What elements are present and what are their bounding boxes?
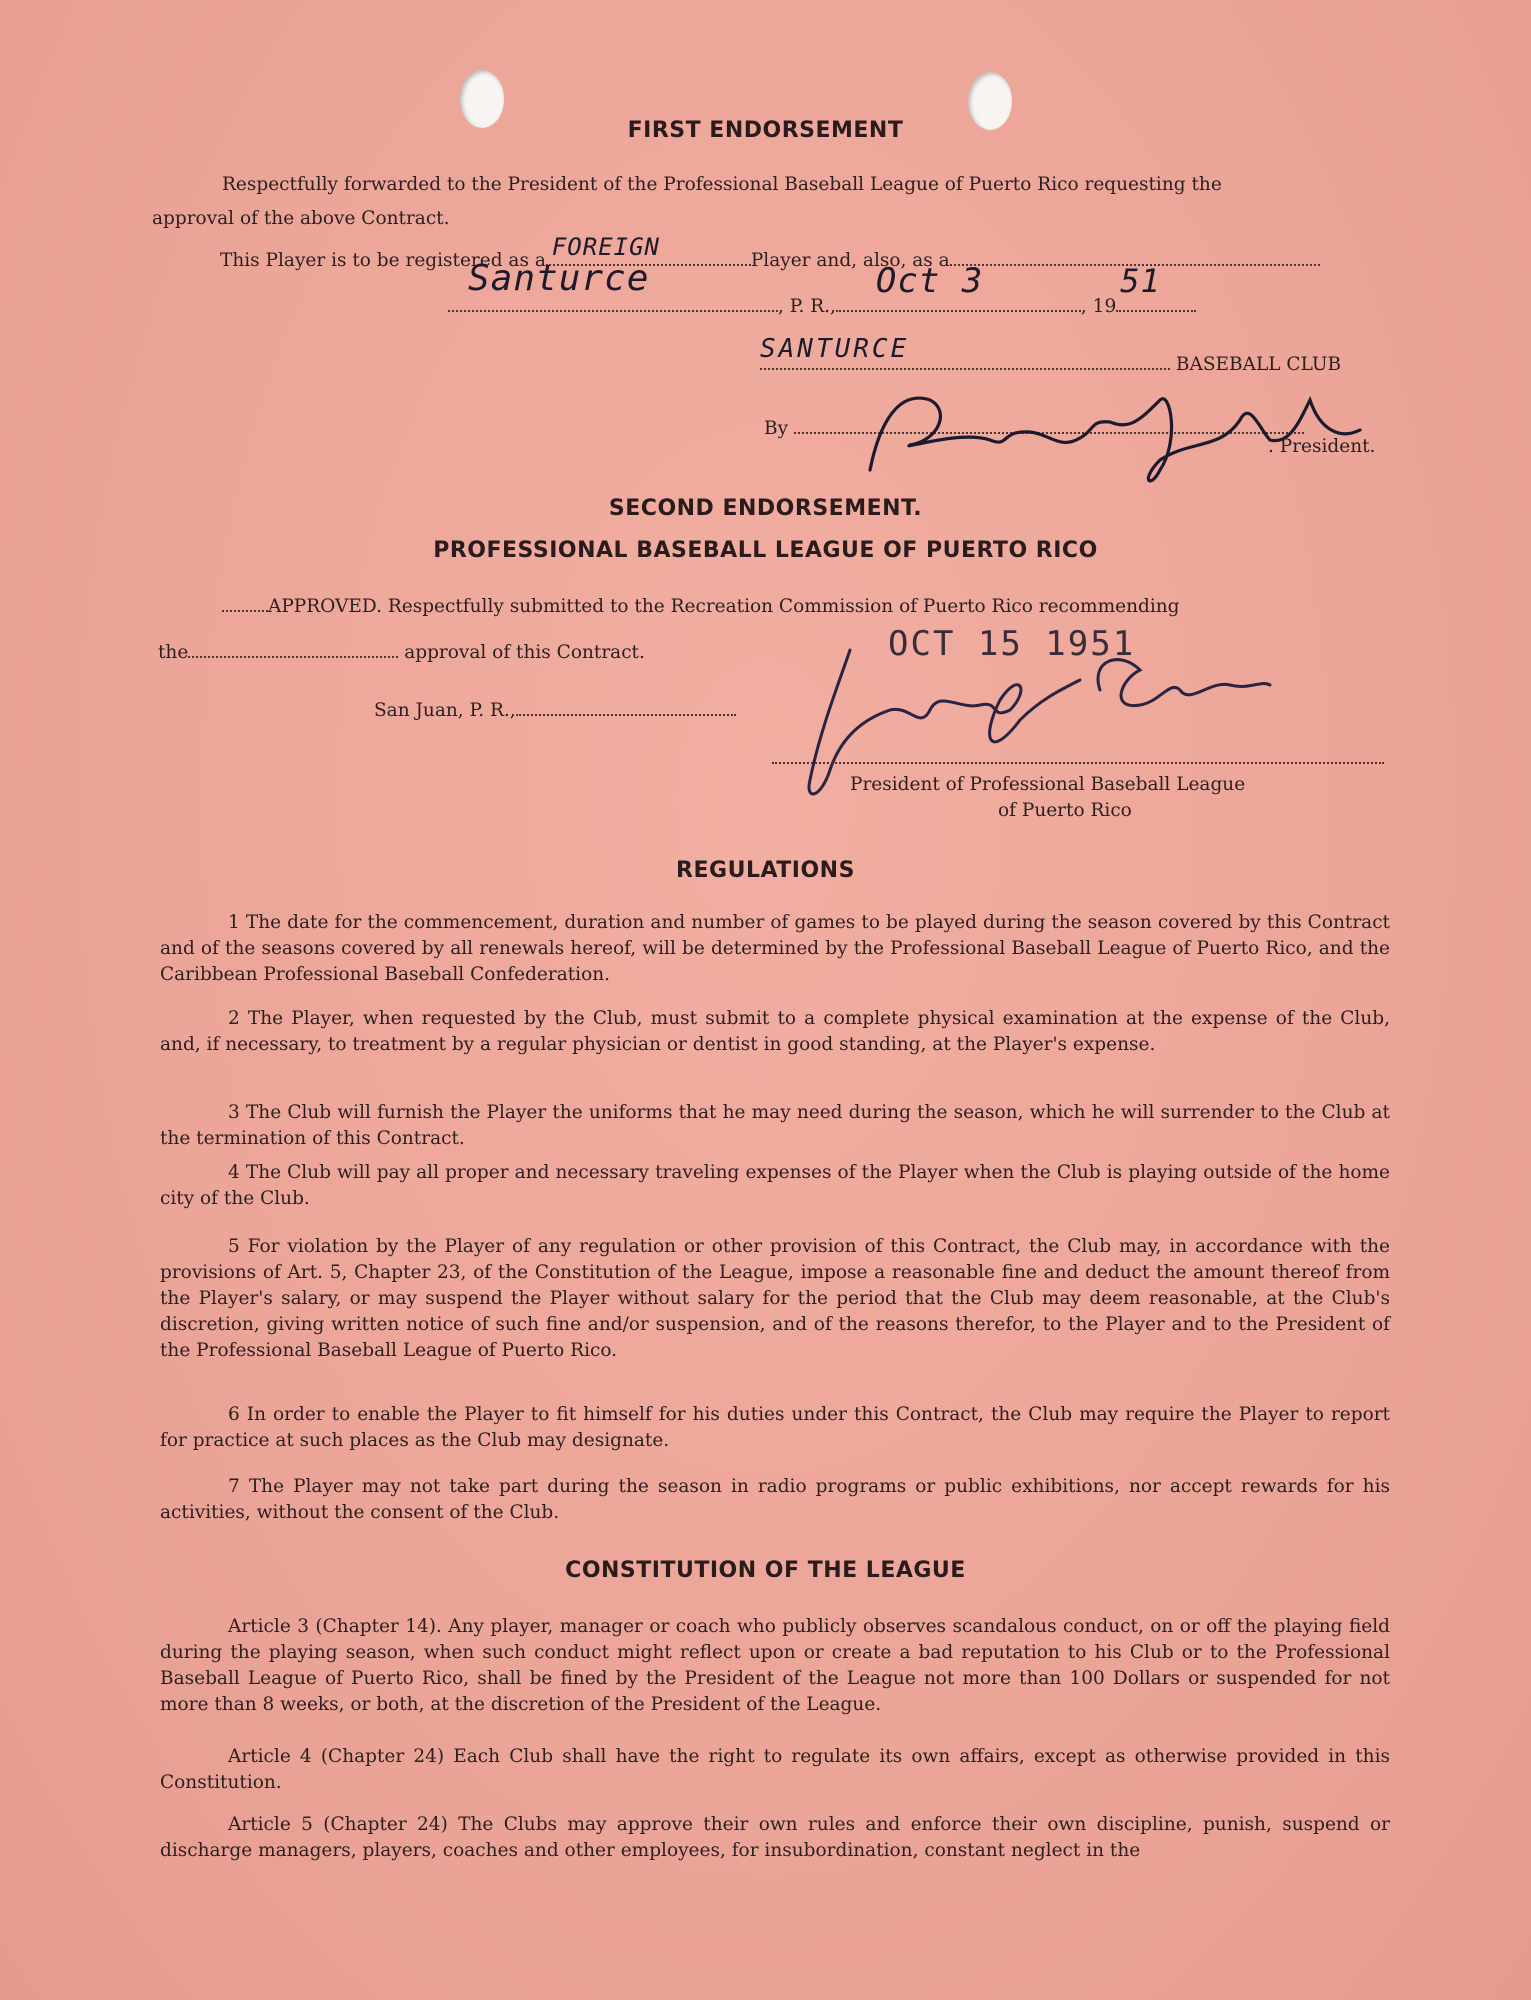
regulation-6: 6 In order to enable the Player to fit himself for his duties under this Contract, the Club may require the Player to report for practice at such places as the Club may designate. <box>160 1404 1390 1451</box>
constitution-article-4: Article 4 (Chapter 24) Each Club shall have the right to regulate its own affairs, except as otherwise provided in this Constitution. <box>160 1746 1390 1793</box>
club-value: SANTURCE <box>760 334 910 364</box>
regulation-2: 2 The Player, when requested by the Club, must submit to a complete physical examination at the expense of the Club, and, if necessary, to treatment by a regular physician or dentist in good standing, at the Player's expense. <box>160 1008 1390 1055</box>
approval-line <box>158 638 645 666</box>
san-juan-label: San Juan, P. R., <box>374 700 516 721</box>
year-value: 51 <box>1120 262 1161 300</box>
constitution-heading: CONSTITUTION OF THE LEAGUE <box>565 1558 966 1583</box>
pr-label: , P. R., <box>778 296 836 317</box>
registered-suffix: Player and, also, as a <box>750 250 950 271</box>
club-label: BASEBALL CLUB <box>1175 354 1342 375</box>
registered-value: FOREIGN <box>551 233 661 261</box>
san-juan-line <box>374 696 736 724</box>
date-stamp: OCT 15 1951 <box>888 624 1136 664</box>
president-label: . President. <box>1268 436 1376 457</box>
place-value: Santurce <box>468 258 650 299</box>
first-endorsement-text-line2: approval of the above Contract. <box>152 208 450 229</box>
by-label: By <box>764 418 789 439</box>
approval-prefix: the <box>158 642 189 663</box>
constitution-article-3: Article 3 (Chapter 14). Any player, manager or coach who publicly observes scandalous conduct, on or off the playing field during the playing season, when such conduct might reflect upon or create a bad reputation to his Club or to the Professional Baseball League of Puerto Rico, shall be fined by the President of the League not more than 100 Dollars or suspended for not more than 8 weeks, or both, at the discretion of the President of the League. <box>160 1616 1390 1715</box>
first-endorsement-text-line1: Respectfully forwarded to the President of the Professional Baseball League of Puerto Rico requesting the <box>222 174 1222 195</box>
second-endorsement-heading: SECOND ENDORSEMENT. <box>608 496 923 521</box>
year-prefix: , 19 <box>1080 296 1117 317</box>
second-endorsement-subheading: PROFESSIONAL BASEBALL LEAGUE OF PUERTO RICO <box>433 538 1098 563</box>
first-endorsement-heading: FIRST ENDORSEMENT <box>627 118 904 143</box>
regulations-heading: REGULATIONS <box>676 858 855 883</box>
regulation-4: 4 The Club will pay all proper and necessary traveling expenses of the Player when the Club is playing outside of the home city of the Club. <box>160 1162 1390 1209</box>
approval-suffix: approval of this Contract. <box>404 642 645 663</box>
regulation-7: 7 The Player may not take part during the season in radio programs or public exhibitions, nor accept rewards for his activities, without the consent of the Club. <box>160 1476 1390 1523</box>
registered-prefix: This Player is to be registered as a <box>220 250 546 271</box>
regulation-1: 1 The date for the commencement, duration and number of games to be played during the season covered by this Contract and of the seasons covered by all renewals hereof, will be determined by the Professional Baseball League of Puerto Rico, and the Caribbean Professional Baseball Confederation. <box>160 912 1390 985</box>
regulation-3: 3 The Club will furnish the Player the uniforms that he may need during the season, which he will surrender to the Club at the termination of this Contract. <box>160 1102 1390 1149</box>
regulation-5: 5 For violation by the Player of any regulation or other provision of this Contract, the Club may, in accordance with the provisions of Art. 5, Chapter 23, of the Constitution of the League, impose a reasonable fine and deduct the amount thereof from the Player's salary, or may suspend the Player without salary for the period that the Club may deem reasonable, at the Club's discretion, giving written notice of such fine and/or suspension, and of the reasons therefor, to the Player and to the President of the Professional Baseball League of Puerto Rico. <box>160 1236 1390 1361</box>
president-signature-dots <box>772 744 1384 772</box>
league-president-line2: of Puerto Rico <box>998 800 1132 821</box>
club-president-signature <box>840 360 1380 500</box>
league-president-line1: President of Professional Baseball League <box>850 774 1246 795</box>
date-value: Oct 3 <box>875 261 984 301</box>
constitution-article-5: Article 5 (Chapter 24) The Clubs may approve their own rules and enforce their own discipline, punish, suspend or discharge managers, players, coaches and other employees, for insubordination, constant neglect in the <box>160 1814 1390 1861</box>
approved-text: APPROVED. Respectfully submitted to the Recreation Commission of Puerto Rico recommending <box>268 596 1180 617</box>
